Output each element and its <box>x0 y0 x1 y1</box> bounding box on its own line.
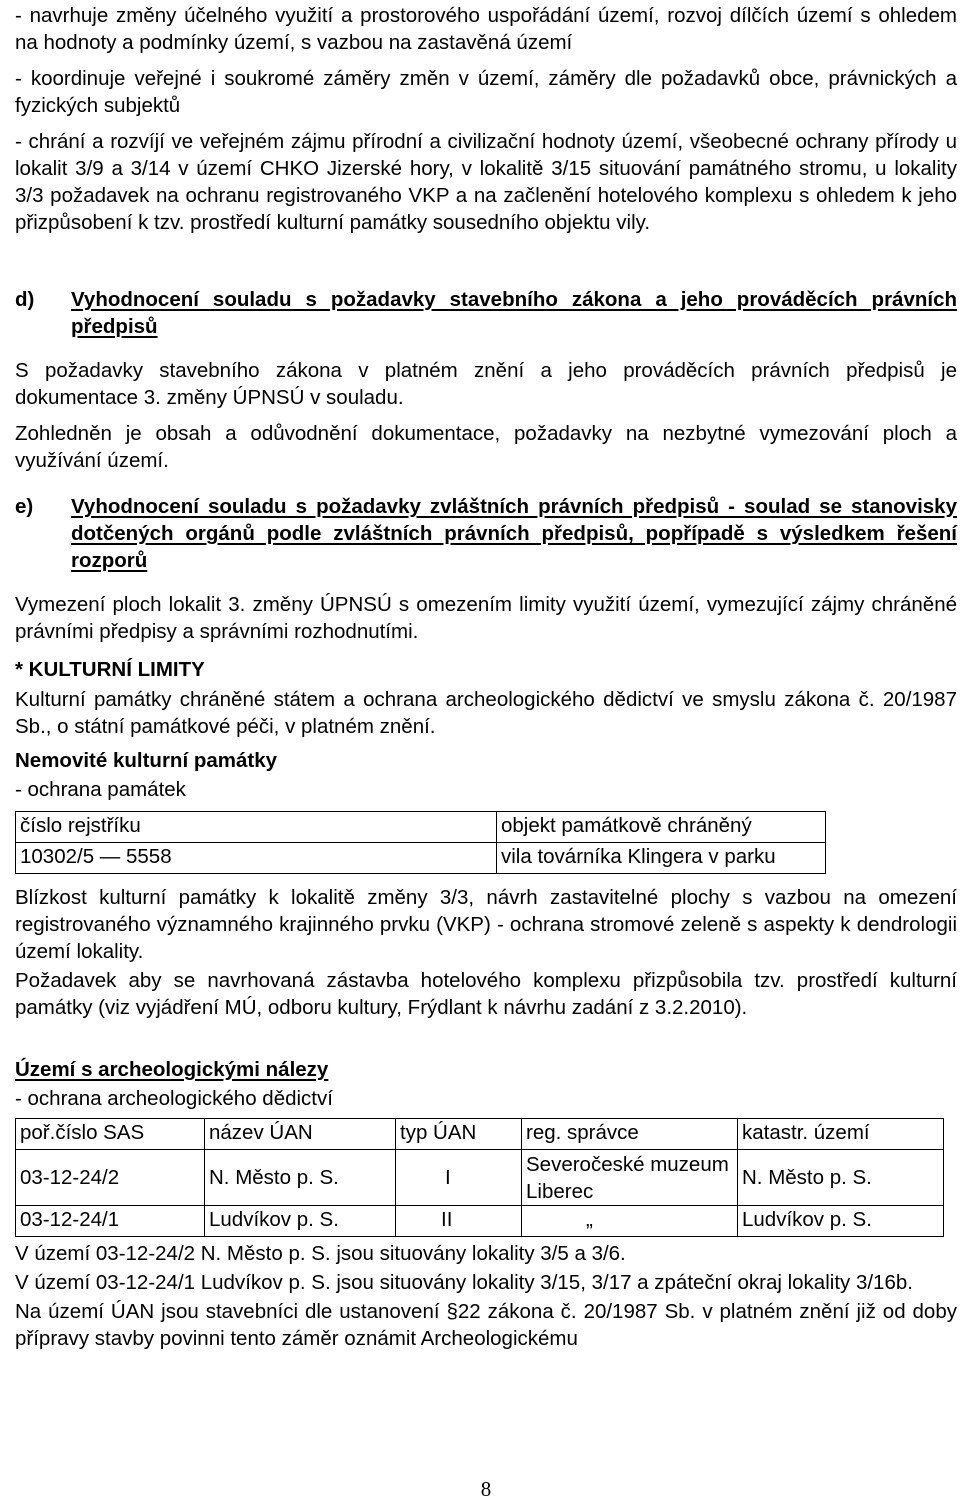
section-e-heading <box>15 493 957 574</box>
section-d-label: d) <box>15 288 35 311</box>
section-d <box>15 286 957 474</box>
kulturni-limity-paragraph: Kulturní památky chráněné státem a ochrana archeologického dědictví ve smyslu zákona č. 20/1987 Sb., o státní památkové péči, v platném znění. <box>15 688 957 738</box>
archeo-header-cell: název ÚAN <box>205 1119 396 1150</box>
section-d-paragraph-1: S požadavky stavebního zákona v platném znění a jeho prováděcích právních předpisů je dokumentace 3. změny ÚPNSÚ v souladu. <box>15 359 957 409</box>
archeo-cell: Severočeské muzeum Liberec <box>522 1150 738 1206</box>
archeo-header-cell: typ ÚAN <box>396 1119 522 1150</box>
pamatky-header-cell: objekt památkově chráněný <box>497 812 826 843</box>
section-e-label: e) <box>15 495 34 518</box>
archeo-cell: Ludvíkov p. S. <box>205 1206 396 1237</box>
section-e-paragraph-1: Vymezení ploch lokalit 3. změny ÚPNSÚ s omezením limity využití území, vymezující zájmy chráněné právními předpisy a správními rozhodnutími. <box>15 593 957 643</box>
kulturni-limity-heading: * KULTURNÍ LIMITY <box>15 658 205 681</box>
nemovite-paragraph-2: Požadavek aby se navrhovaná zástavba hotelového komplexu přizpůsobila tzv. prostředí kulturní památky (viz vyjádření MÚ, odboru kultury, Frýdlant k návrhu zadání z 3.2.2010). <box>15 969 957 1019</box>
archeo-cell: 03-12-24/1 <box>16 1206 205 1237</box>
intro-item-2: - koordinuje veřejné i soukromé záměry změn v území, záměry dle požadavků obce, právnických a fyzických subjektů <box>15 67 957 117</box>
document-page <box>15 0 957 1503</box>
pamatky-table <box>15 811 826 874</box>
archeologicke-nalezy <box>15 1056 957 1352</box>
archeo-cell: N. Město p. S. <box>205 1150 396 1206</box>
pamatky-cell: vila továrníka Klingera v parku <box>497 843 826 874</box>
pamatky-cell: 10302/5 — 5558 <box>16 843 497 874</box>
archeo-header-cell: poř.číslo SAS <box>16 1119 205 1150</box>
archeo-header-cell: reg. správce <box>522 1119 738 1150</box>
archeo-cell: N. Město p. S. <box>738 1150 944 1206</box>
archeo-paragraph-3: Na území ÚAN jsou stavebníci dle ustanovení §22 zákona č. 20/1987 Sb. v platném znění již od doby přípravy stavby povinni tento záměr oznámit Archeologickému <box>15 1300 957 1350</box>
intro-item-3: - chrání a rozvíjí ve veřejném zájmu přírodní a civilizační hodnoty území, všeobecné ochrany přírody u lokalit 3/9 a 3/14 v území CHKO Jizerské hory, v lokalitě 3/15 situování památného stromu, u lokality 3/3 požadavek na ochranu registrovaného VKP a na začlenění hotelového komplexu s ohledem k jeho přizpůsobení k tzv. prostředí kulturní památky sousedního objektu vily. <box>15 130 957 234</box>
table-row <box>16 1150 944 1206</box>
page-number: 8 <box>480 1477 492 1501</box>
archeo-cell: 03-12-24/2 <box>16 1150 205 1206</box>
intro-list <box>15 2 957 236</box>
archeo-header-cell: katastr. území <box>738 1119 944 1150</box>
archeo-heading: Území s archeologickými nálezy <box>15 1058 329 1081</box>
table-row <box>16 1206 944 1237</box>
section-e <box>15 493 957 645</box>
table-row <box>16 843 826 874</box>
section-d-title: Vyhodnocení souladu s požadavky stavebního zákona a jeho prováděcích právních předpisů <box>71 288 957 338</box>
section-d-heading <box>15 286 957 340</box>
nemovite-pamatky <box>15 747 957 1021</box>
section-d-paragraph-2: Zohledněn je obsah a odůvodnění dokumentace, požadavky na nezbytné vymezování ploch a využívání území. <box>15 422 957 472</box>
nemovite-pamatky-heading: Nemovité kulturní památky <box>15 749 278 772</box>
archeo-paragraph-2: V území 03-12-24/1 Ludvíkov p. S. jsou situovány lokality 3/15, 3/17 a zpáteční okraj lokality 3/16b. <box>15 1271 913 1294</box>
archeo-paragraph-1: V území 03-12-24/2 N. Město p. S. jsou situovány lokality 3/5 a 3/6. <box>15 1242 626 1265</box>
pamatky-table-header <box>16 812 826 843</box>
archeo-subheading: - ochrana archeologického dědictví <box>15 1087 333 1110</box>
section-e-title: Vyhodnocení souladu s požadavky zvláštních právních předpisů - soulad se stanovisky dotčených orgánů podle zvláštních právních předpisů, popřípadě s výsledkem řešení rozporů <box>71 495 957 572</box>
nemovite-pamatky-subheading: - ochrana památek <box>15 778 186 801</box>
archeo-table-header <box>16 1119 944 1150</box>
archeo-table <box>15 1118 944 1237</box>
kulturni-limity <box>15 656 957 740</box>
archeo-cell: I <box>396 1150 522 1206</box>
nemovite-paragraph-1: Blízkost kulturní památky k lokalitě změny 3/3, návrh zastavitelné plochy s vazbou na omezení registrovaného významného krajinného prvku (VKP) - ochrana stromové zeleně s aspekty k dendrologii území lokality. <box>15 886 957 963</box>
archeo-cell: „ <box>522 1206 738 1237</box>
archeo-cell: II <box>396 1206 522 1237</box>
archeo-cell: Ludvíkov p. S. <box>738 1206 944 1237</box>
intro-item-1: - navrhuje změny účelného využití a prostorového uspořádání území, rozvoj dílčích území s ohledem na hodnoty a podmínky území, s vazbou na zastavěná území <box>15 4 957 54</box>
pamatky-header-cell: číslo rejstříku <box>16 812 497 843</box>
